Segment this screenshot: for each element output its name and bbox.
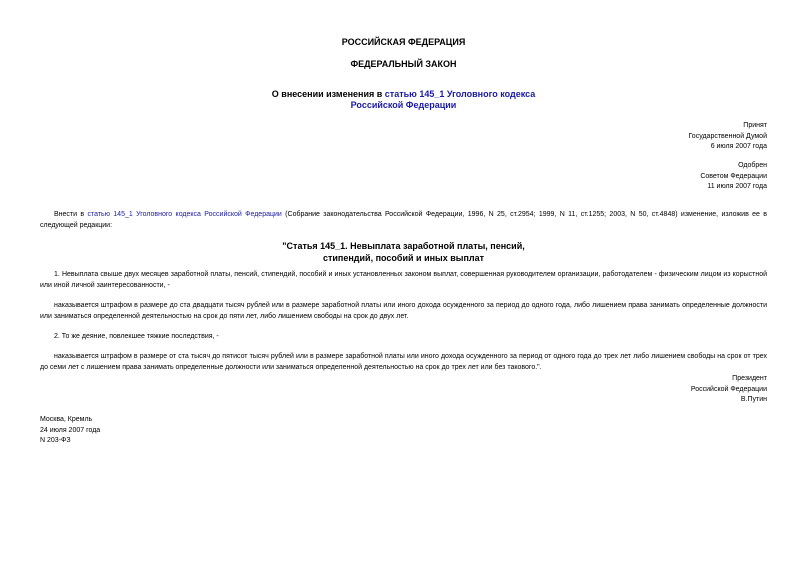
title-link-article[interactable]: статью 145_1 Уголовного кодекса <box>384 89 536 99</box>
adopted-block <box>567 121 767 153</box>
article-heading-line2: стипендий, пособий и иных выплат <box>322 253 485 263</box>
approved-label: Одобрен <box>738 162 767 169</box>
adopted-label: Принят <box>743 122 767 129</box>
signature-name: В.Путин <box>740 396 767 403</box>
footer-place: Москва, Кремль <box>40 416 93 423</box>
article-heading <box>0 240 807 264</box>
approved-date: 11 июля 2007 года <box>707 183 767 190</box>
paragraph-3: 2. То же деяние, повлекшее тяжкие последствия, - <box>54 333 219 340</box>
article-heading-line1: "Статья 145_1. Невыплата заработной платы, пенсий, <box>282 241 525 251</box>
signature-title: Президент <box>732 375 767 382</box>
header-country: РОССИЙСКАЯ ФЕДЕРАЦИЯ <box>341 37 466 47</box>
intro-paragraph <box>40 210 767 231</box>
signature-country: Российской Федерации <box>690 385 767 393</box>
intro-prefix: Внести в <box>54 211 88 218</box>
adopted-date: 6 июля 2007 года <box>710 143 767 150</box>
paragraph-2: наказывается штрафом в размере до ста двадцати тысяч рублей или в размере заработной платы или иного дохода осужденного за период до одного года, либо лишением права занимать определенные должности или заниматься определенной деятельностью на срок до пяти лет, либо лишением свободы на срок до двух лет. <box>40 302 767 320</box>
approved-block <box>567 161 767 193</box>
intro-link-article[interactable]: статью 145_1 Уголовного кодекса Российской Федерации <box>87 211 282 218</box>
footer-date: 24 июля 2007 года <box>40 426 101 434</box>
header-law-type: ФЕДЕРАЛЬНЫЙ ЗАКОН <box>350 59 457 69</box>
intro-rest: (Собрание законодательства Российской Федерации, 1996, N 25, ст.2954; 1999, N 11, ст.1255; 2003, N 50, ст.4848) изменение, изложив ее в следующей редакции: <box>40 211 767 229</box>
title-prefix: О внесении изменения в <box>271 89 385 99</box>
approved-body: Советом Федерации <box>700 172 767 180</box>
adopted-body: Государственной Думой <box>688 132 767 140</box>
footer-block <box>40 415 240 447</box>
paragraph-1: 1. Невыплата свыше двух месяцев заработной платы, пенсий, стипендий, пособий и иных установленных законом выплат, совершенная руководителем организации, работодателем - физическим лицом из корыстной или иной личной заинтересованности, - <box>40 271 767 289</box>
signature-block <box>567 374 767 406</box>
footer-number: N 203-ФЗ <box>40 437 71 444</box>
paragraph-4: наказывается штрафом в размере от ста тысяч до пятисот тысяч рублей или в размере заработной платы или иного дохода осужденного за период от одного года до трех лет либо лишением свободы на срок от трех до семи лет с лишением права занимать определенные должности или заниматься определенной деятельностью на срок до трех лет или без такового.". <box>40 353 767 371</box>
title-link-code[interactable]: Российской Федерации <box>350 100 457 110</box>
document-title <box>0 89 807 111</box>
